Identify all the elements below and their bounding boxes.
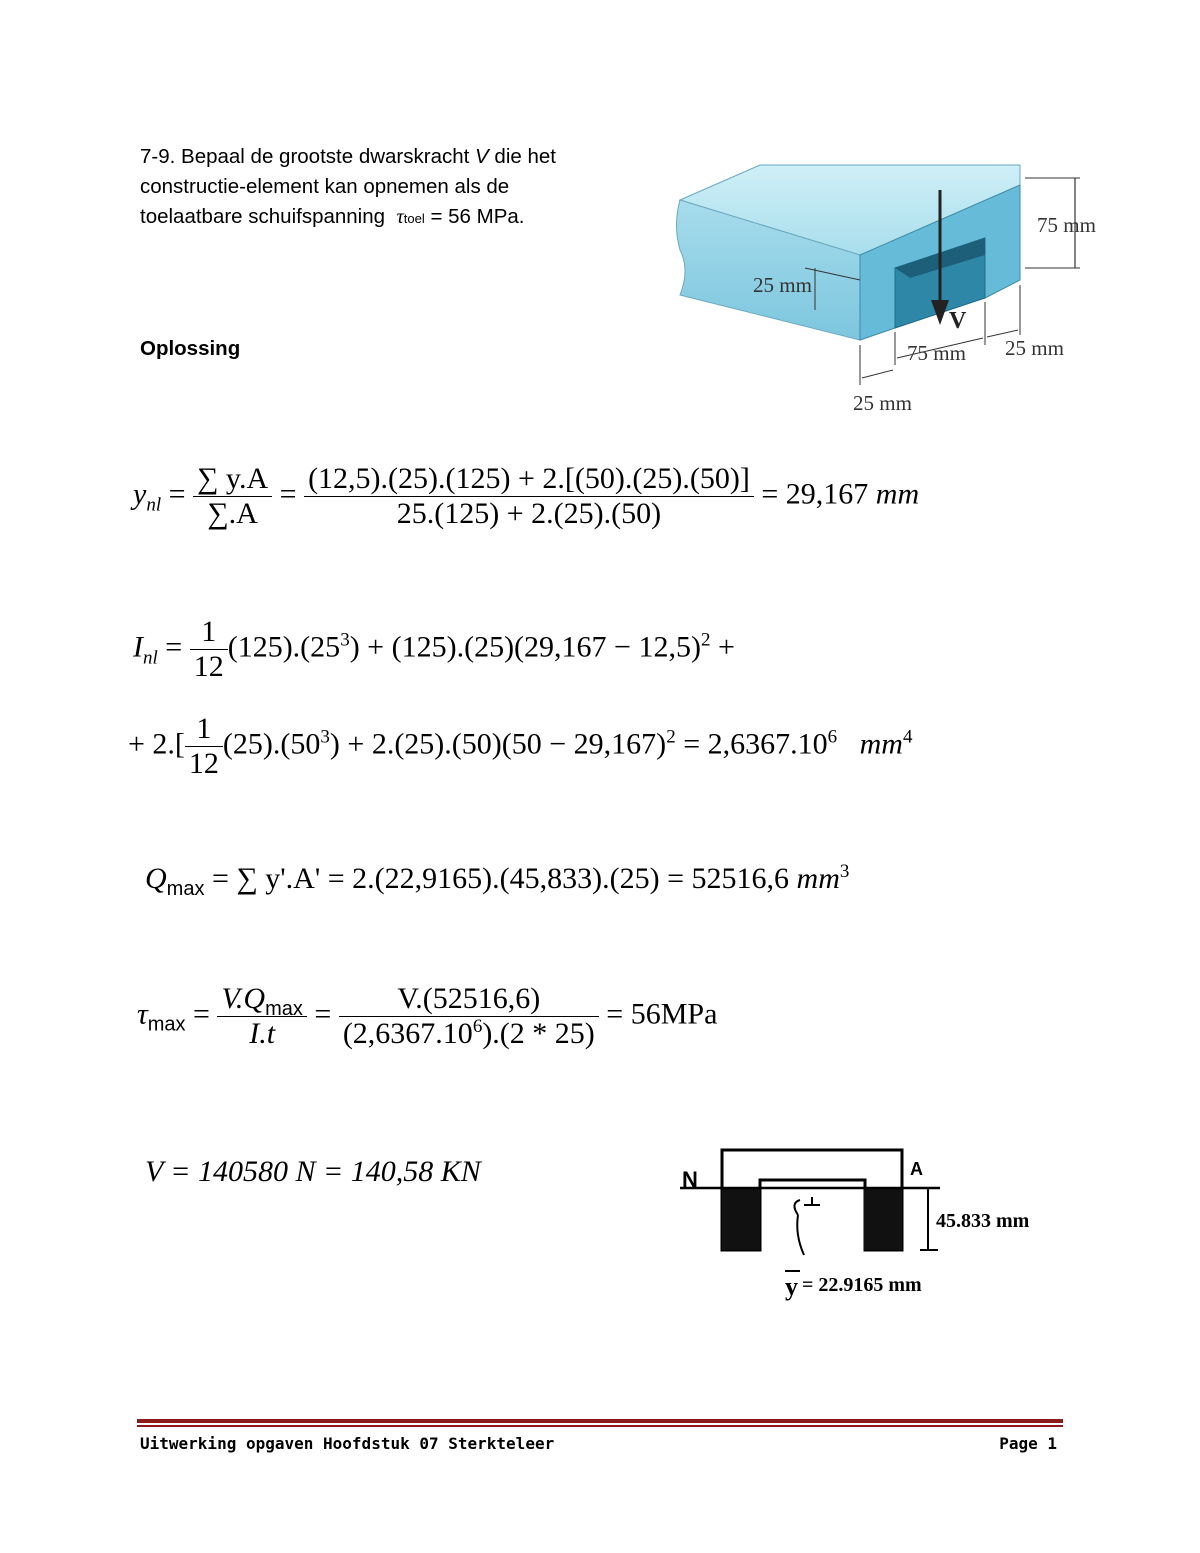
page-number: Page 1 xyxy=(999,1434,1057,1453)
problem-statement xyxy=(140,142,660,234)
footer-rule-thin xyxy=(137,1425,1063,1427)
problem-line-3: toelaatbare schuifspanning τtoel = 56 MPa. xyxy=(140,205,525,228)
problem-line-2: constructie-element kan opnemen als de xyxy=(140,175,510,198)
ybar-symbol: y xyxy=(785,1272,798,1301)
equation-inertia-1: $I_{nl}$ = $\frac{1}{12}$ $(125).(25^3) + (125).(25)(29,167 - 12,5)^2$ + xyxy=(133,615,735,683)
equation-result-v: V = 140580 N = 140,58 KN xyxy=(145,1155,481,1188)
cross-section-figure xyxy=(680,1145,1070,1325)
fraction-1-12: $\frac{1}{12}$ xyxy=(190,615,228,684)
equation-inertia-2: + 2.[ $\frac{1}{12}$ $(25).(50^3) + 2.(25).(50)(50 - 29,167)^2 = 2,6367.10^6$ $mm^4$ xyxy=(128,712,913,780)
left-leg xyxy=(722,1188,760,1250)
footer-title: Uitwerking opgaven Hoofdstuk 07 Sterkteleer xyxy=(140,1434,555,1453)
force-label: V xyxy=(949,308,967,334)
dim-45-833: 45.833 mm xyxy=(936,1210,1030,1232)
oplossing-heading: Oplossing xyxy=(140,337,241,360)
footer-rule xyxy=(137,1419,1063,1423)
fraction-values-shear: $\frac{V.(52516,6)}{(2,6367.10^6).(2 * 25)}$ xyxy=(339,982,599,1051)
equation-shear-stress: $\tau_{max}$ = $\frac{V.Q_{max}}{I.t}$ = $\frac{V.(52516,6)}{(2,6367.10^6).(2 * 25)}$ = 56MPa xyxy=(137,982,718,1050)
fraction-values: $\frac{(12,5).(25).(125) + 2.[(50).(25).(50)]}{25.(125) + 2.(25).(50)}$ xyxy=(304,462,754,531)
equation-first-moment: $Q_{max}$ = ∑ y'.A' = 2.(22,9165).(45,833).(25) = 52516,6 $mm^3$ xyxy=(145,861,850,900)
dim-25-bottom-right: 25 mm xyxy=(1005,336,1064,360)
dim-25-bottom: 25 mm xyxy=(853,391,912,415)
label-n: N xyxy=(682,1167,698,1192)
fraction-vq-it: $\frac{V.Q_{max}}{I.t}$ xyxy=(217,982,306,1051)
equation-centroid: $y_{nl}$ = $\frac{\sum y.A}{\sum.A}$ = $\frac{(12,5).(25).(125) + 2.[(50).(25).(50)]}{25.(125) + 2.(25).(50)}$ = 29,167 mm xyxy=(133,462,920,530)
beam-figure xyxy=(665,160,1120,420)
dim-25-left: 25 mm xyxy=(753,273,812,297)
fraction-sum: $\frac{\sum y.A}{\sum.A}$ xyxy=(193,462,272,531)
ybar-value: = 22.9165 mm xyxy=(802,1274,922,1296)
right-leg xyxy=(864,1188,902,1250)
fraction-1-12-b: $\frac{1}{12}$ xyxy=(185,712,223,781)
dim-75-bottom: 75 mm xyxy=(907,341,966,365)
problem-line-1: 7-9. Bepaal de grootste dwarskracht V die het xyxy=(140,145,556,168)
label-a: A xyxy=(910,1159,923,1179)
dim-75-right: 75 mm xyxy=(1037,213,1096,237)
